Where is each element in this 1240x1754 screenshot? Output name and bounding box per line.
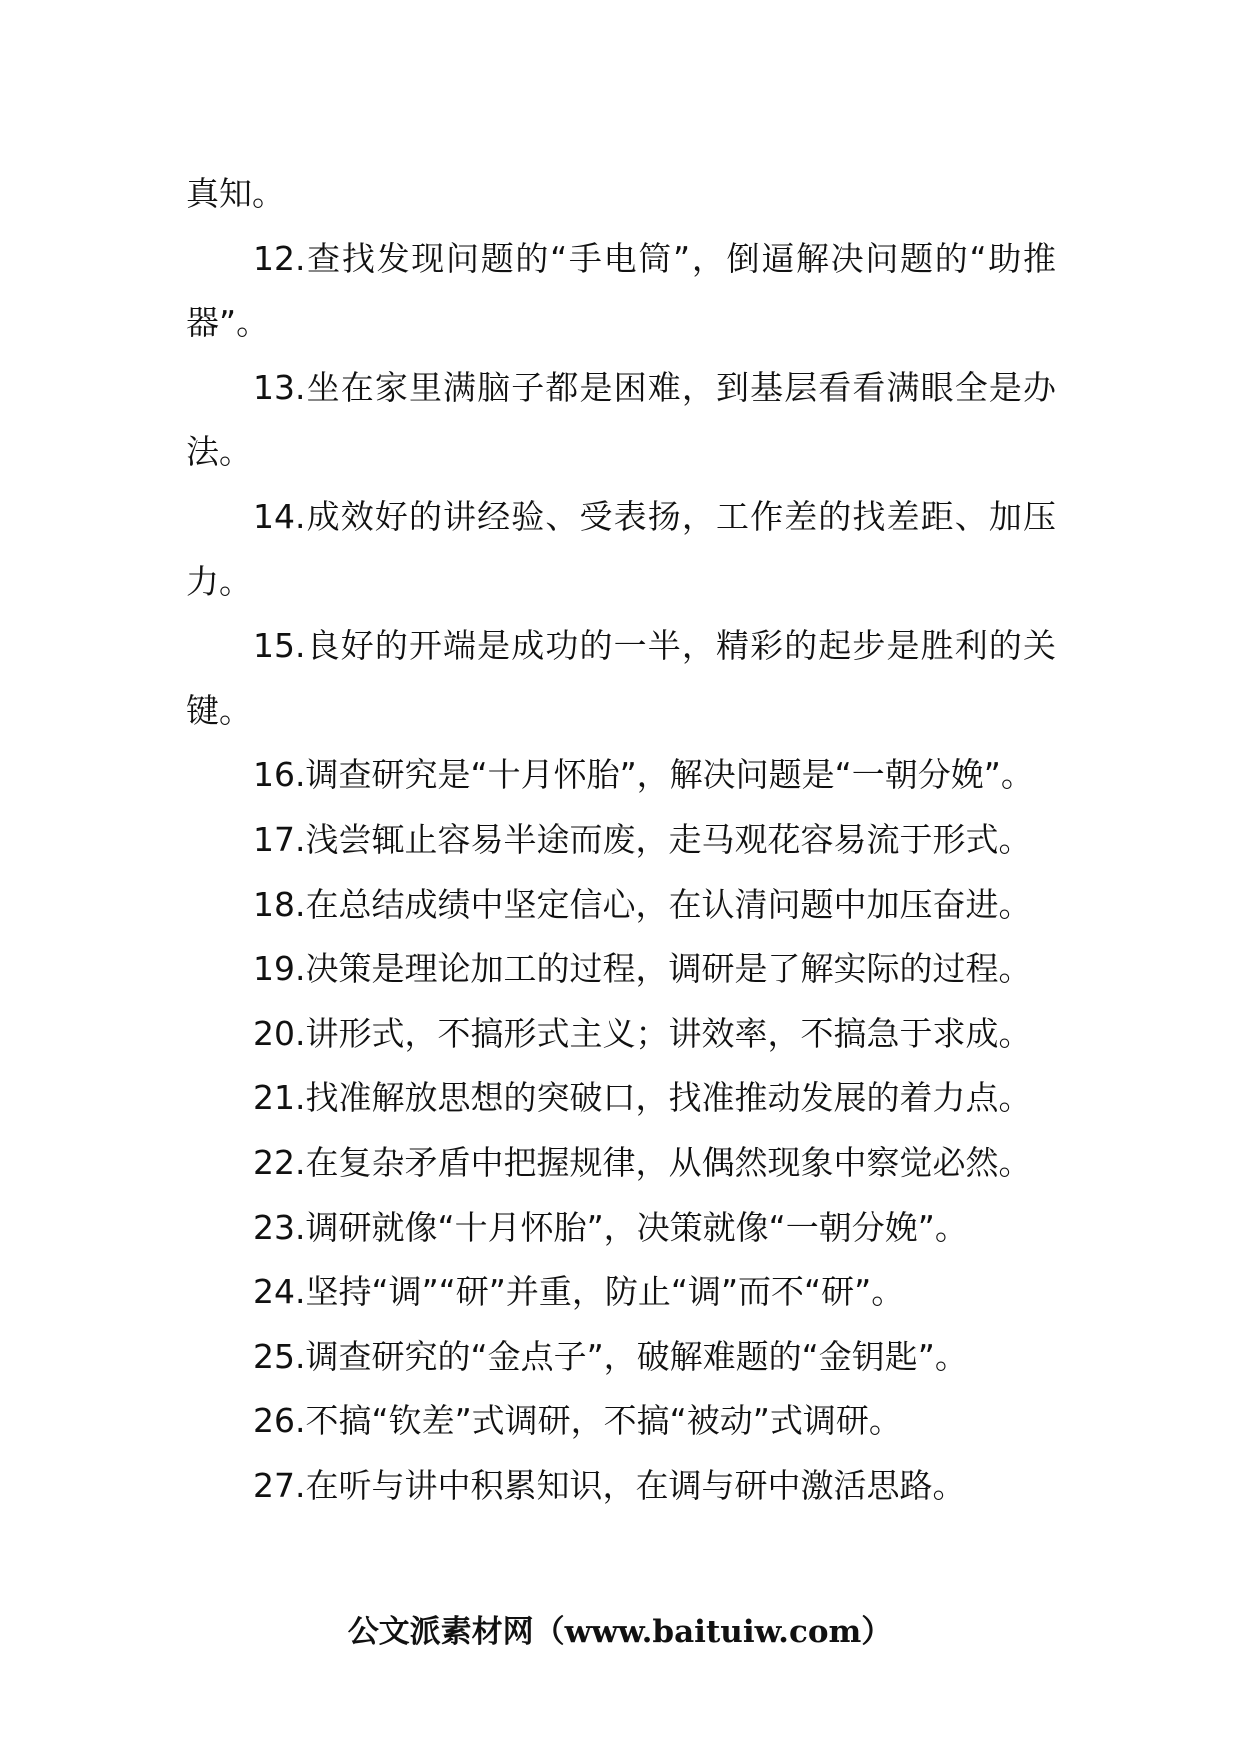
paragraph: 21.找准解放思想的突破口，找准推动发展的着力点。 (253, 1078, 1032, 1118)
paragraph: 20.讲形式，不搞形式主义；讲效率，不搞急于求成。 (253, 1013, 1032, 1053)
paragraph: 真知。 (186, 174, 285, 213)
paragraph: 24.坚持“调”“研”并重，防止“调”而不“研”。 (253, 1272, 905, 1312)
document-body (186, 162, 1056, 1518)
paragraph: 12.查找发现问题的“手电筒”，倒逼解决问题的“助推器”。 (186, 238, 1056, 343)
paragraph: 14.成效好的讲经验、受表扬，工作差的找差距、加压力。 (186, 496, 1056, 601)
page-footer: 公文派素材网（www.baituiw.com） (347, 1614, 893, 1650)
paragraph: 18.在总结成绩中坚定信心，在认清问题中加压奋进。 (253, 884, 1032, 924)
paragraph: 19.决策是理论加工的过程，调研是了解实际的过程。 (253, 949, 1032, 989)
paragraph: 22.在复杂矛盾中把握规律，从偶然现象中察觉必然。 (253, 1142, 1032, 1182)
paragraph: 25.调查研究的“金点子”，破解难题的“金钥匙”。 (253, 1336, 968, 1376)
paragraph: 23.调研就像“十月怀胎”，决策就像“一朝分娩”。 (253, 1207, 968, 1247)
paragraph: 27.在听与讲中积累知识，在调与研中激活思路。 (253, 1465, 966, 1505)
paragraph: 13.坐在家里满脑子都是困难，到基层看看满眼全是办法。 (186, 367, 1056, 472)
paragraph: 26.不搞“钦差”式调研，不搞“被动”式调研。 (253, 1401, 902, 1441)
paragraph: 15.良好的开端是成功的一半，精彩的起步是胜利的关键。 (186, 626, 1056, 730)
paragraph: 17.浅尝辄止容易半途而废，走马观花容易流于形式。 (253, 819, 1032, 859)
paragraph: 16.调查研究是“十月怀胎”，解决问题是“一朝分娩”。 (253, 755, 1034, 795)
